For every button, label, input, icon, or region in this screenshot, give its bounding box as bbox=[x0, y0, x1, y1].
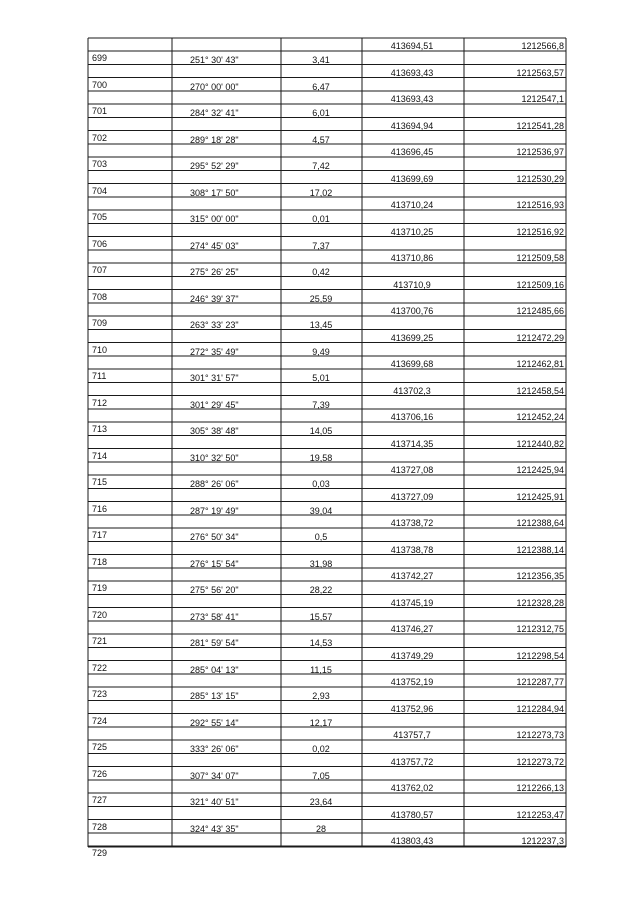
point-number: 700 bbox=[92, 79, 108, 90]
x-coordinate: 413699,69 bbox=[390, 173, 434, 184]
direction-angle: 305° 38' 48" bbox=[190, 426, 239, 436]
x-coordinate: 413693,43 bbox=[390, 67, 434, 78]
point-number: 703 bbox=[92, 159, 108, 169]
direction-angle: 275° 56' 20" bbox=[190, 585, 239, 595]
point-number: 721 bbox=[92, 636, 108, 646]
direction-angle: 324° 43' 35" bbox=[190, 823, 239, 834]
distance: 7,39 bbox=[312, 399, 330, 410]
distance: 17,02 bbox=[309, 187, 333, 198]
y-coordinate: 1212516,93 bbox=[516, 200, 564, 210]
direction-angle: 272° 35' 49" bbox=[190, 346, 239, 357]
distance: 3,41 bbox=[312, 55, 330, 65]
distance: 4,57 bbox=[312, 134, 330, 145]
x-coordinate: 413780,57 bbox=[390, 809, 434, 820]
y-coordinate: 1212536,97 bbox=[516, 147, 564, 157]
point-number: 709 bbox=[92, 318, 108, 328]
x-coordinate: 413693,43 bbox=[390, 94, 434, 104]
x-coordinate: 413702,3 bbox=[393, 385, 431, 396]
y-coordinate: 1212273,72 bbox=[516, 756, 564, 767]
distance: 0,03 bbox=[312, 479, 330, 489]
direction-angle: 310° 32' 50" bbox=[190, 452, 239, 463]
y-coordinate: 1212388,64 bbox=[516, 518, 564, 528]
x-coordinate: 413742,27 bbox=[390, 571, 434, 581]
distance: 0,42 bbox=[312, 267, 330, 277]
direction-angle: 275° 26' 25" bbox=[190, 267, 239, 277]
y-coordinate: 1212388,14 bbox=[516, 544, 564, 555]
y-coordinate: 1212452,24 bbox=[516, 412, 564, 422]
point-number: 718 bbox=[92, 556, 108, 567]
point-number: 716 bbox=[92, 503, 108, 514]
direction-angle: 284° 32' 41" bbox=[190, 108, 239, 118]
distance: 7,37 bbox=[312, 240, 330, 251]
x-coordinate: 413757,72 bbox=[390, 756, 434, 767]
direction-angle: 301° 31' 57" bbox=[190, 373, 239, 383]
y-coordinate: 1212547,1 bbox=[521, 94, 564, 104]
point-number: 726 bbox=[92, 768, 108, 779]
distance: 12,17 bbox=[309, 717, 333, 728]
direction-angle: 281° 59' 54" bbox=[190, 638, 239, 648]
y-coordinate: 1212541,28 bbox=[516, 120, 564, 131]
x-coordinate: 413752,96 bbox=[390, 703, 434, 714]
distance: 6,47 bbox=[312, 81, 330, 92]
y-coordinate: 1212516,92 bbox=[516, 226, 564, 237]
direction-angle: 301° 29' 45" bbox=[190, 399, 239, 410]
direction-angle: 315° 00' 00" bbox=[190, 214, 239, 224]
direction-angle: 274° 45' 03" bbox=[190, 240, 239, 251]
y-coordinate: 1212328,28 bbox=[516, 597, 564, 608]
direction-angle: 270° 00' 00" bbox=[190, 81, 239, 92]
y-coordinate: 1212440,82 bbox=[516, 438, 564, 449]
point-number: 719 bbox=[92, 583, 108, 593]
point-number: 708 bbox=[92, 291, 108, 302]
direction-angle: 295° 52' 29" bbox=[190, 161, 239, 171]
point-number: 699 bbox=[92, 53, 108, 63]
y-coordinate: 1212462,81 bbox=[516, 359, 564, 369]
y-coordinate: 1212253,47 bbox=[516, 809, 564, 820]
x-coordinate: 413710,9 bbox=[393, 279, 431, 290]
distance: 9,49 bbox=[312, 346, 330, 357]
point-number: 712 bbox=[92, 397, 108, 408]
distance: 39,04 bbox=[309, 505, 333, 516]
direction-angle: 263° 33' 23" bbox=[190, 320, 239, 330]
point-number: 728 bbox=[92, 821, 108, 832]
point-number: 717 bbox=[92, 530, 108, 540]
x-coordinate: 413706,16 bbox=[390, 412, 434, 422]
x-coordinate: 413803,43 bbox=[390, 836, 434, 846]
direction-angle: 321° 40' 51" bbox=[190, 797, 239, 807]
direction-angle: 285° 13' 15" bbox=[190, 691, 239, 701]
point-number: 706 bbox=[92, 238, 108, 249]
y-coordinate: 1212273,73 bbox=[516, 730, 564, 740]
y-coordinate: 1212284,94 bbox=[516, 703, 564, 714]
distance: 31,98 bbox=[309, 558, 333, 569]
x-coordinate: 413757,7 bbox=[393, 730, 431, 740]
direction-angle: 276° 50' 34" bbox=[190, 532, 239, 542]
x-coordinate: 413727,09 bbox=[390, 491, 434, 502]
x-coordinate: 413738,72 bbox=[390, 518, 434, 528]
point-number: 724 bbox=[92, 715, 108, 726]
direction-angle: 289° 18' 28" bbox=[190, 134, 239, 145]
y-coordinate: 1212566,8 bbox=[521, 41, 564, 51]
direction-angle: 246° 39' 37" bbox=[190, 293, 239, 304]
point-number: 720 bbox=[92, 609, 108, 620]
direction-angle: 288° 26' 06" bbox=[190, 479, 239, 489]
point-number: 711 bbox=[92, 371, 107, 381]
point-number: 722 bbox=[92, 662, 108, 673]
y-coordinate: 1212509,58 bbox=[516, 253, 564, 263]
point-number: 701 bbox=[92, 106, 108, 116]
x-coordinate: 413696,45 bbox=[390, 147, 434, 157]
y-coordinate: 1212472,29 bbox=[516, 332, 564, 343]
distance: 28 bbox=[315, 823, 326, 834]
point-number: 707 bbox=[92, 265, 108, 275]
y-coordinate: 1212298,54 bbox=[516, 650, 564, 661]
x-coordinate: 413738,78 bbox=[390, 544, 434, 555]
distance: 5,01 bbox=[312, 373, 330, 383]
distance: 14,05 bbox=[309, 426, 333, 436]
distance: 11,15 bbox=[310, 664, 332, 675]
y-coordinate: 1212485,66 bbox=[516, 306, 564, 316]
distance: 25,59 bbox=[309, 293, 333, 304]
direction-angle: 308° 17' 50" bbox=[190, 187, 239, 198]
point-number: 729 bbox=[92, 848, 108, 858]
y-coordinate: 1212356,35 bbox=[516, 571, 564, 581]
y-coordinate: 1212312,75 bbox=[516, 624, 564, 634]
point-number: 727 bbox=[92, 795, 108, 805]
y-coordinate: 1212287,77 bbox=[516, 677, 564, 687]
point-number: 705 bbox=[92, 212, 108, 222]
x-coordinate: 413727,08 bbox=[390, 465, 434, 475]
distance: 0,5 bbox=[314, 532, 328, 542]
point-number: 713 bbox=[92, 424, 108, 434]
direction-angle: 287° 19' 49" bbox=[190, 505, 239, 516]
x-coordinate: 413762,02 bbox=[390, 783, 434, 793]
distance: 6,01 bbox=[312, 108, 330, 118]
y-coordinate: 1212530,29 bbox=[516, 173, 564, 184]
x-coordinate: 413700,76 bbox=[390, 306, 434, 316]
distance: 15,57 bbox=[309, 611, 333, 622]
distance: 13,45 bbox=[309, 320, 333, 330]
distance: 28,22 bbox=[309, 585, 333, 595]
point-number: 702 bbox=[92, 132, 108, 143]
point-number: 710 bbox=[92, 344, 108, 355]
distance: 0,01 bbox=[312, 214, 330, 224]
direction-angle: 276° 15' 54" bbox=[190, 558, 239, 569]
point-number: 723 bbox=[92, 689, 108, 699]
distance: 14,53 bbox=[309, 638, 333, 648]
x-coordinate: 413699,68 bbox=[390, 359, 434, 369]
distance: 0,02 bbox=[312, 744, 330, 754]
direction-angle: 285° 04' 13" bbox=[190, 664, 239, 675]
x-coordinate: 413745,19 bbox=[390, 597, 434, 608]
direction-angle: 292° 55' 14" bbox=[190, 717, 239, 728]
point-number: 715 bbox=[92, 477, 108, 487]
y-coordinate: 1212266,13 bbox=[516, 783, 564, 793]
direction-angle: 273° 58' 41" bbox=[190, 611, 239, 622]
y-coordinate: 1212425,94 bbox=[516, 465, 564, 475]
distance: 23,64 bbox=[309, 797, 333, 807]
x-coordinate: 413746,27 bbox=[390, 624, 434, 634]
x-coordinate: 413710,24 bbox=[390, 200, 434, 210]
x-coordinate: 413710,25 bbox=[390, 226, 434, 237]
x-coordinate: 413714,35 bbox=[390, 438, 434, 449]
x-coordinate: 413710,86 bbox=[390, 253, 434, 263]
y-coordinate: 1212458,54 bbox=[516, 385, 564, 396]
point-number: 704 bbox=[92, 185, 108, 196]
y-coordinate: 1212563,57 bbox=[516, 67, 564, 78]
distance: 7,42 bbox=[312, 161, 330, 171]
distance: 2,93 bbox=[312, 691, 330, 701]
distance: 19,58 bbox=[309, 452, 333, 463]
x-coordinate: 413699,25 bbox=[390, 332, 434, 343]
x-coordinate: 413694,51 bbox=[390, 41, 434, 51]
point-number: 725 bbox=[92, 742, 108, 752]
x-coordinate: 413694,94 bbox=[390, 120, 434, 131]
y-coordinate: 1212509,16 bbox=[516, 279, 564, 290]
distance: 7,05 bbox=[312, 770, 330, 781]
direction-angle: 251° 30' 43" bbox=[190, 55, 239, 65]
x-coordinate: 413752,19 bbox=[390, 677, 434, 687]
direction-angle: 307° 34' 07" bbox=[190, 770, 239, 781]
point-number: 714 bbox=[92, 450, 108, 461]
y-coordinate: 1212237,3 bbox=[521, 836, 564, 846]
y-coordinate: 1212425,91 bbox=[516, 491, 564, 502]
x-coordinate: 413749,29 bbox=[390, 650, 434, 661]
direction-angle: 333° 26' 06" bbox=[190, 744, 239, 754]
